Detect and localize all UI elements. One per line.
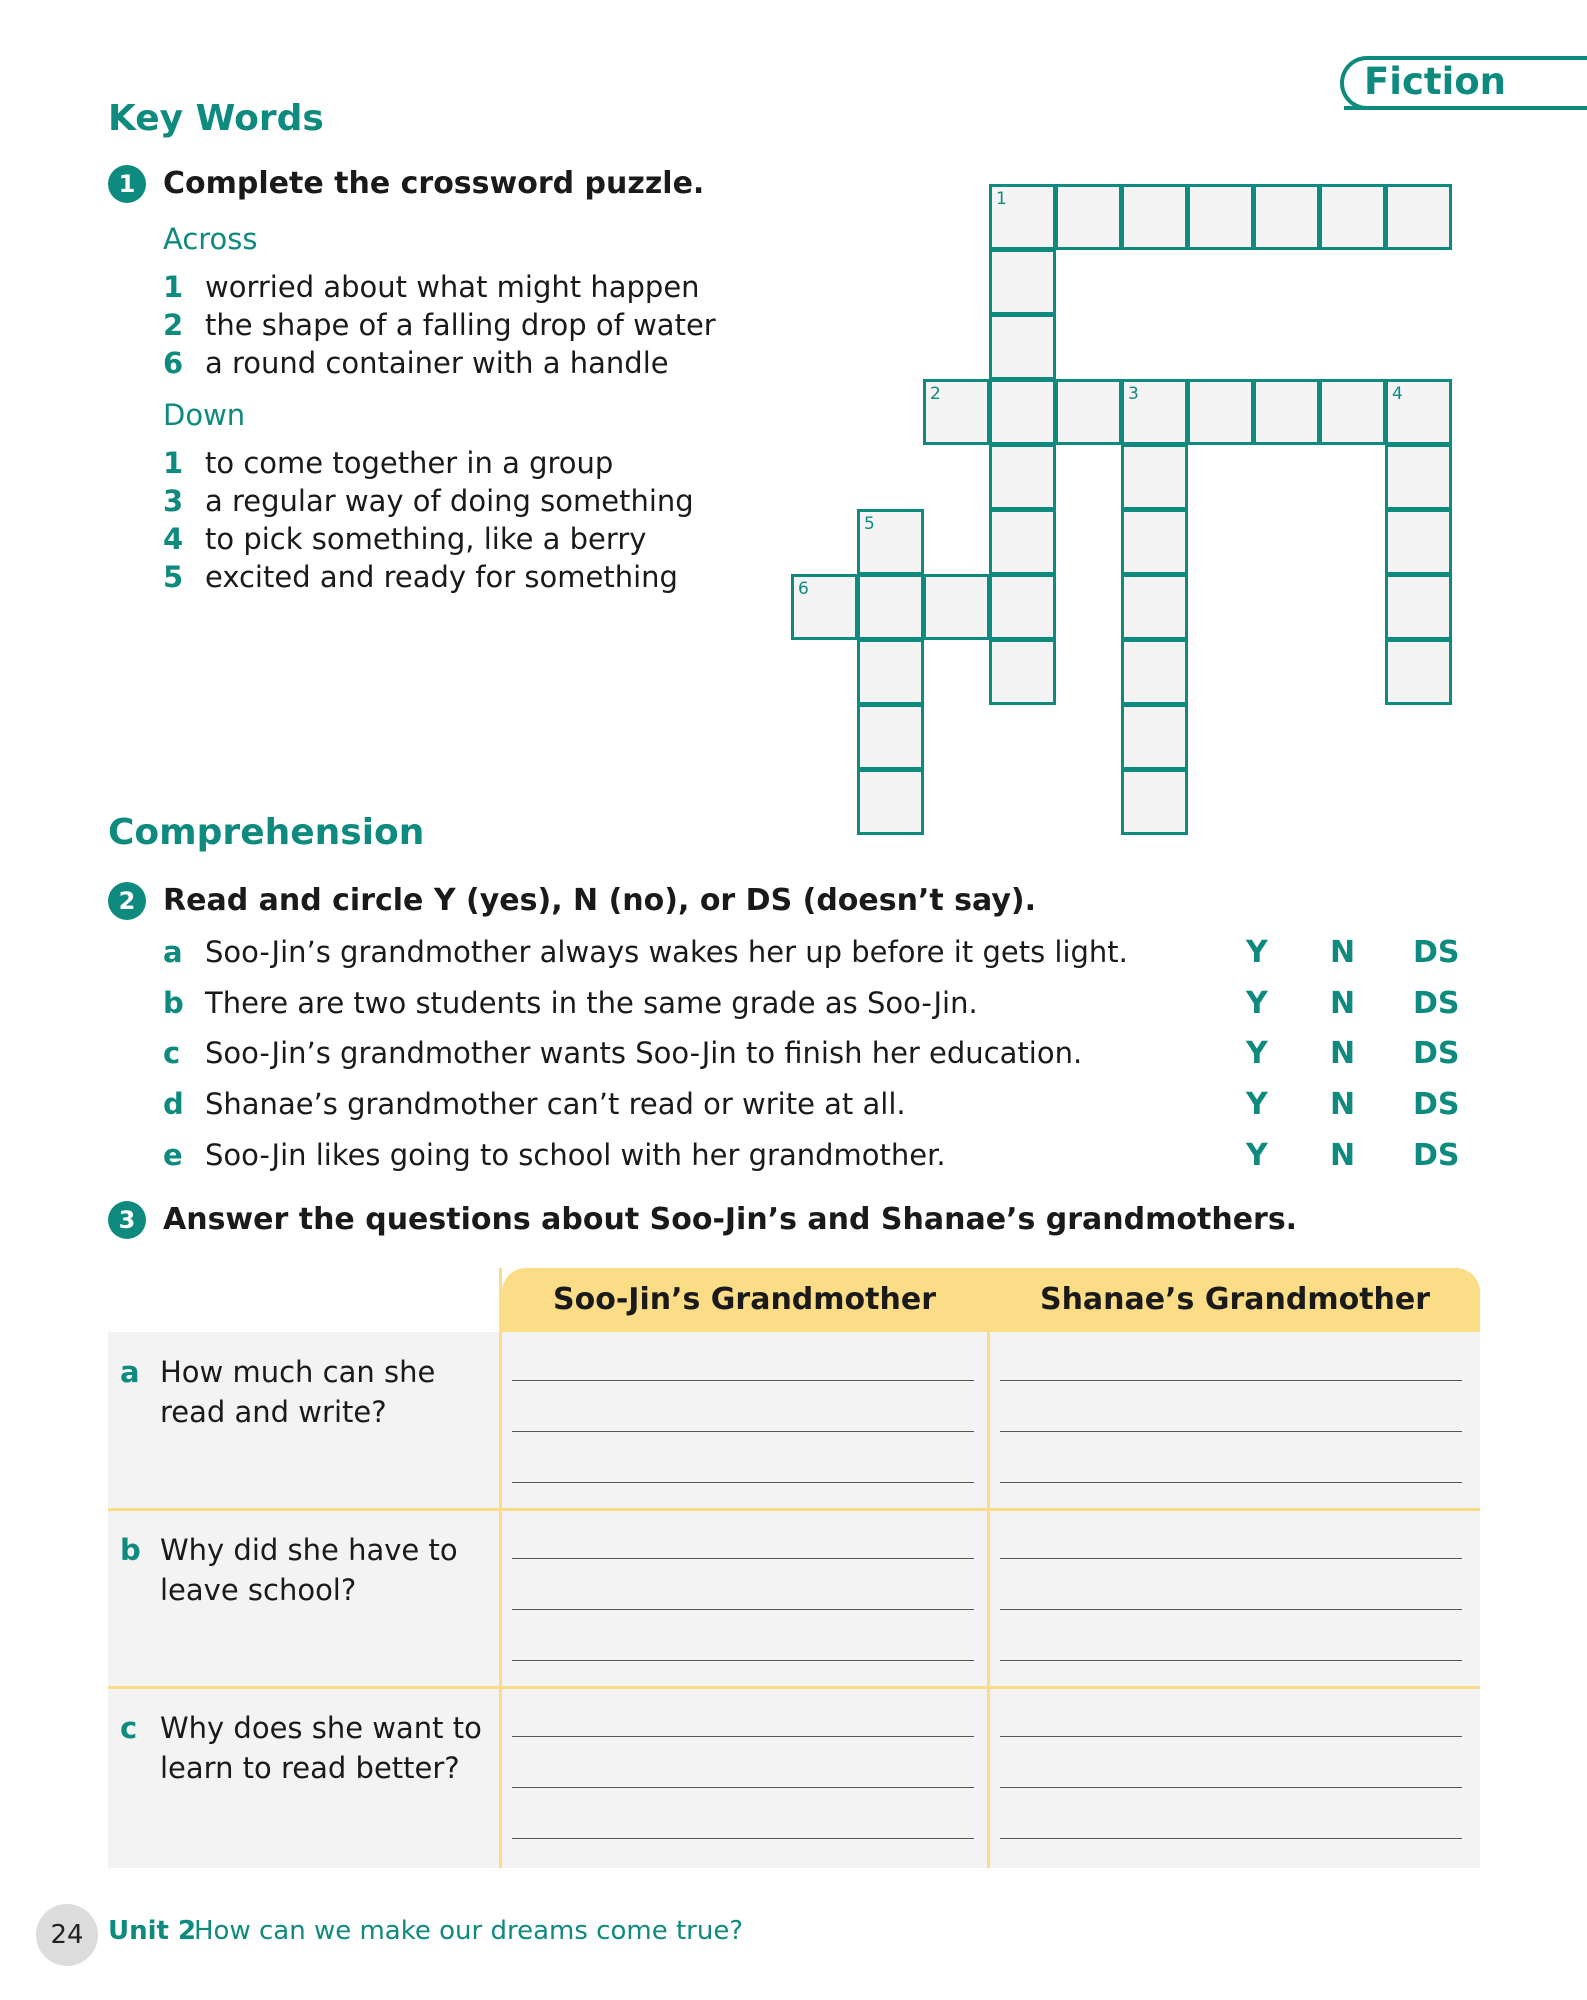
crossword-cell[interactable]: 2 <box>923 379 990 445</box>
answer-line[interactable] <box>512 1660 974 1661</box>
statement-a: a Soo-Jin’s grandmother always wakes her up before it gets light. <box>163 935 1128 969</box>
statement-e: e Soo-Jin likes going to school with her grandmother. <box>163 1138 946 1172</box>
down-heading: Down <box>163 398 246 432</box>
footer-unit-title: How can we make our dreams come true? <box>194 1916 744 1946</box>
crossword-cell[interactable] <box>923 574 990 640</box>
option-ds[interactable]: DS <box>1413 935 1460 970</box>
exercise-3-instruction: Answer the questions about Soo-Jin’s and Shanae’s grandmothers. <box>163 1202 1298 1237</box>
crossword-cell[interactable] <box>857 574 924 640</box>
answer-line[interactable] <box>512 1838 974 1839</box>
exercise-2-badge: 2 <box>108 882 146 920</box>
down-clues <box>163 444 694 596</box>
crossword-cell[interactable]: 6 <box>791 574 858 640</box>
crossword-cell[interactable] <box>989 249 1056 315</box>
crossword-cell[interactable] <box>1319 379 1386 445</box>
answer-line[interactable] <box>1000 1838 1462 1839</box>
crossword-cell[interactable] <box>1253 184 1320 250</box>
answer-line[interactable] <box>512 1482 974 1483</box>
clue-down-5: 5 excited and ready for something <box>163 560 678 594</box>
crossword-cell[interactable] <box>1187 379 1254 445</box>
option-ds[interactable]: DS <box>1413 1138 1460 1173</box>
option-n[interactable]: N <box>1330 1036 1356 1071</box>
answer-table <box>108 1268 1480 1868</box>
option-y[interactable]: Y <box>1246 935 1268 970</box>
row-divider <box>108 1686 1480 1689</box>
crossword-cell[interactable] <box>1055 184 1122 250</box>
answer-line[interactable] <box>1000 1736 1462 1737</box>
column-divider <box>499 1268 502 1868</box>
crossword-cell[interactable] <box>1319 184 1386 250</box>
exercise-1-instruction: Complete the crossword puzzle. <box>163 166 705 201</box>
footer-unit: Unit 2 <box>108 1916 197 1946</box>
answer-line[interactable] <box>512 1431 974 1432</box>
crossword-cell[interactable] <box>1121 704 1188 770</box>
crossword-cell[interactable] <box>989 314 1056 380</box>
column-header-soo-jin: Soo-Jin’s Grandmother <box>502 1268 987 1332</box>
answer-line[interactable] <box>1000 1558 1462 1559</box>
answer-line[interactable] <box>1000 1609 1462 1610</box>
crossword-cell[interactable]: 1 <box>989 184 1056 250</box>
comprehension-title: Comprehension <box>108 812 425 853</box>
crossword-cell[interactable] <box>989 574 1056 640</box>
crossword-cell[interactable] <box>989 639 1056 705</box>
answer-line[interactable] <box>512 1609 974 1610</box>
crossword-cell[interactable] <box>857 704 924 770</box>
crossword-cell[interactable] <box>1121 769 1188 835</box>
crossword-cell[interactable] <box>989 444 1056 510</box>
option-ds[interactable]: DS <box>1413 986 1460 1021</box>
page-number: 24 <box>36 1904 98 1966</box>
answer-line[interactable] <box>1000 1431 1462 1432</box>
exercise-3-badge: 3 <box>108 1201 146 1239</box>
crossword-cell[interactable] <box>1121 509 1188 575</box>
clue-across-1: 1 worried about what might happen <box>163 270 700 304</box>
key-words-title: Key Words <box>108 98 324 139</box>
exercise-1-badge: 1 <box>108 165 146 203</box>
crossword-cell[interactable]: 5 <box>857 509 924 575</box>
clue-across-6: 6 a round container with a handle <box>163 346 669 380</box>
across-heading: Across <box>163 222 258 256</box>
column-divider <box>987 1268 990 1868</box>
crossword-cell[interactable]: 3 <box>1121 379 1188 445</box>
crossword-cell[interactable] <box>1253 379 1320 445</box>
crossword-cell[interactable] <box>857 769 924 835</box>
answer-line[interactable] <box>1000 1380 1462 1381</box>
row-divider <box>108 1508 1480 1511</box>
option-ds[interactable]: DS <box>1413 1036 1460 1071</box>
crossword-cell[interactable] <box>1121 639 1188 705</box>
option-n[interactable]: N <box>1330 1138 1356 1173</box>
option-n[interactable]: N <box>1330 935 1356 970</box>
crossword-cell[interactable] <box>1187 184 1254 250</box>
option-ds[interactable]: DS <box>1413 1087 1460 1122</box>
answer-line[interactable] <box>1000 1787 1462 1788</box>
option-y[interactable]: Y <box>1246 1138 1268 1173</box>
crossword-grid <box>790 184 1470 844</box>
answer-line[interactable] <box>512 1736 974 1737</box>
option-n[interactable]: N <box>1330 986 1356 1021</box>
option-y[interactable]: Y <box>1246 1087 1268 1122</box>
crossword-cell[interactable] <box>1055 379 1122 445</box>
crossword-cell[interactable] <box>989 509 1056 575</box>
crossword-cell[interactable] <box>1385 509 1452 575</box>
crossword-cell[interactable]: 4 <box>1385 379 1452 445</box>
clue-down-3: 3 a regular way of doing something <box>163 484 694 518</box>
question-a: a How much can she read and write? <box>120 1355 436 1429</box>
answer-line[interactable] <box>512 1558 974 1559</box>
answer-line[interactable] <box>1000 1660 1462 1661</box>
clue-down-4: 4 to pick something, like a berry <box>163 522 647 556</box>
crossword-cell[interactable] <box>857 639 924 705</box>
clue-across-2: 2 the shape of a falling drop of water <box>163 308 716 342</box>
answer-line[interactable] <box>1000 1482 1462 1483</box>
option-n[interactable]: N <box>1330 1087 1356 1122</box>
section-tab-label: Fiction <box>1364 60 1507 103</box>
question-b: b Why did she have to leave school? <box>120 1533 458 1607</box>
statement-b: b There are two students in the same grade as Soo-Jin. <box>163 986 978 1020</box>
statement-c: c Soo-Jin’s grandmother wants Soo-Jin to finish her education. <box>163 1036 1083 1070</box>
crossword-cell[interactable] <box>1121 184 1188 250</box>
answer-line[interactable] <box>512 1380 974 1381</box>
exercise-2-instruction: Read and circle Y (yes), N (no), or DS (doesn’t say). <box>163 883 1037 918</box>
clue-down-1: 1 to come together in a group <box>163 446 614 480</box>
crossword-cell[interactable] <box>1121 444 1188 510</box>
crossword-cell[interactable] <box>989 379 1056 445</box>
crossword-cell[interactable] <box>1385 184 1452 250</box>
column-header-shanae: Shanae’s Grandmother <box>990 1268 1480 1332</box>
option-y[interactable]: Y <box>1246 1036 1268 1071</box>
option-y[interactable]: Y <box>1246 986 1268 1021</box>
statement-d: d Shanae’s grandmother can’t read or write at all. <box>163 1087 906 1121</box>
crossword-cell[interactable] <box>1385 639 1452 705</box>
across-clues <box>163 268 716 382</box>
crossword-cell[interactable] <box>1385 574 1452 640</box>
crossword-cell[interactable] <box>1385 444 1452 510</box>
crossword-cell[interactable] <box>1121 574 1188 640</box>
question-c: c Why does she want to learn to read better? <box>120 1711 482 1785</box>
answer-line[interactable] <box>512 1787 974 1788</box>
